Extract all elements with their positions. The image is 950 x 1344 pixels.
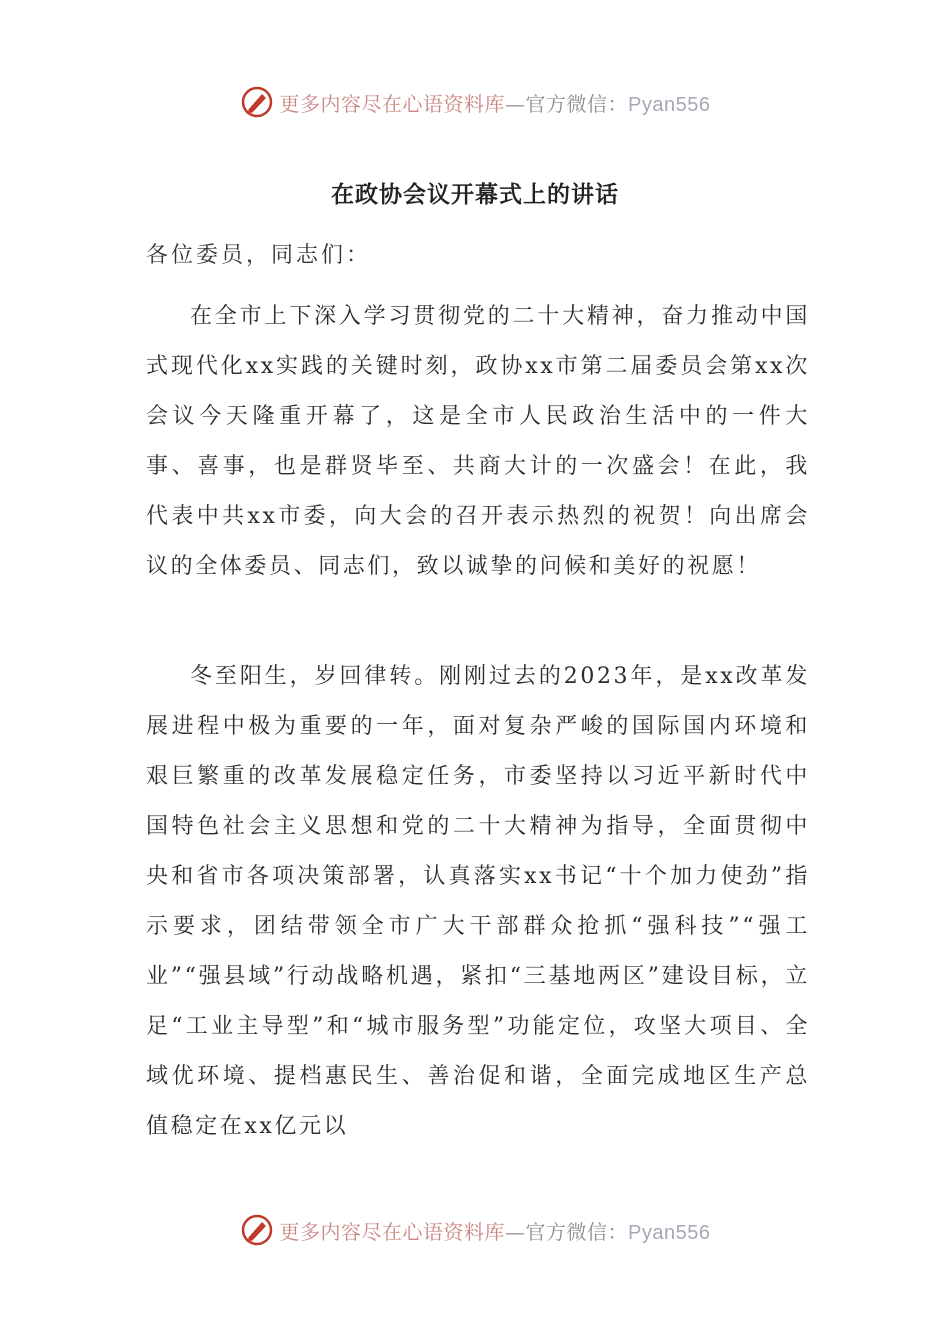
watermark-wechat-id: Pyan556 [628,1221,711,1244]
pen-nib-logo-icon [240,1213,274,1247]
paragraph-2: 冬至阳生，岁回律转。刚刚过去的2023年，是xx改革发展进程中极为重要的一年，面对复杂严峻的国际国内环境和艰巨繁重的改革发展稳定任务，市委坚持以习近平新时代中国特色社会主义思想和党的二十大精神为指导，全面贯彻中央和省市各项决策部署，认真落实xx书记“十个加力使劲”指示要求，团结带领全市广大干部群众抢抓“强科技”“强工业”“强县域”行动战略机遇，紧扣“三基地两区”建设目标，立足“工业主导型”和“城市服务型”功能定位，攻坚大项目、全域优环境、提档惠民生、善治促和谐，全面完成地区生产总值稳定在xx亿元以 [146,664,810,1139]
document-salutation: 各位委员，同志们： [146,243,372,268]
pen-nib-logo-icon [240,85,274,119]
watermark-text [280,1216,711,1245]
watermark-site-name: 更多内容尽在心语资料库 [279,91,506,116]
watermark-text [280,88,711,117]
header-watermark-banner [0,82,950,122]
footer-watermark-banner [0,1210,950,1250]
watermark-site-name: 更多内容尽在心语资料库 [279,1219,506,1244]
watermark-wechat-label: —官方微信： [505,91,629,116]
paragraph-1: 在全市上下深入学习贯彻党的二十大精神，奋力推动中国式现代化xx实践的关键时刻，政协xx市第二届委员会第xx次会议今天隆重开幕了，这是全市人民政治生活中的一件大事、喜事，也是群贤毕至、共商大计的一次盛会！在此，我代表中共xx市委，向大会的召开表示热烈的祝贺！向出席会议的全体委员、同志们，致以诚挚的问候和美好的祝愿！ [146,304,810,579]
watermark-wechat-id: Pyan556 [628,93,711,116]
document-title: 在政协会议开幕式上的讲话 [331,181,619,208]
watermark-wechat-label: —官方微信： [505,1219,629,1244]
